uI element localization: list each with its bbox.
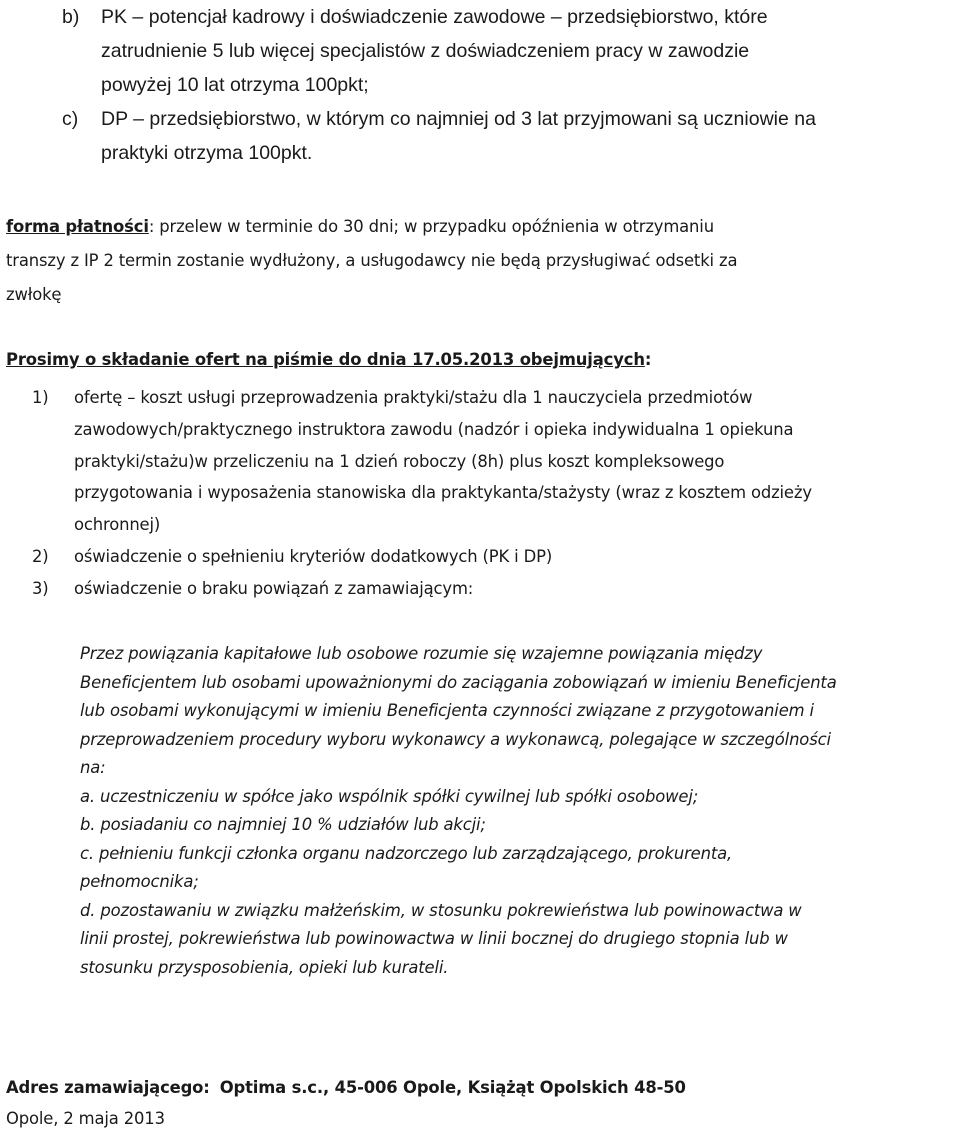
text-line: praktyki/stażu)w przeliczeniu na 1 dzień roboczy (8h) plus koszt kompleksowego — [74, 451, 725, 471]
text-line: pełnomocnika; — [80, 872, 199, 891]
request-item-1 — [32, 382, 957, 541]
text-line: d. pozostawaniu w związku małżeńskim, w stosunku pokrewieństwa lub powinowactwa w — [80, 900, 802, 920]
text-line: zawodowych/praktycznego instruktora zawodu (nadzór i opieka indywidualna 1 opiekuna — [74, 419, 794, 439]
relations-definition — [80, 640, 960, 982]
criteria-item-b — [62, 0, 952, 102]
payment-paragraph — [6, 210, 956, 312]
item-number: 1) — [32, 388, 49, 407]
text-line: powyżej 10 lat otrzyma 100pkt; — [101, 74, 369, 96]
text-line: c. pełnieniu funkcji członka organu nadzorczego lub zarządzającego, prokurenta, — [80, 843, 733, 863]
criteria-list — [62, 0, 952, 170]
criteria-item-c — [62, 102, 952, 170]
text-line: zwłokę — [6, 285, 62, 304]
payment-text: : przelew w terminie do 30 dni; w przypadku opóźnienia w otrzymaniu — [148, 217, 714, 236]
text-line: transzy z IP 2 termin zostanie wydłużony, a usługodawcy nie będą przysługiwać odsetki za — [6, 251, 738, 270]
address-label: Adres zamawiającego: — [6, 1078, 210, 1097]
text-line: na: — [80, 758, 106, 777]
request-colon: : — [644, 350, 652, 369]
text-line: Przez powiązania kapitałowe lub osobowe rozumie się wzajemne powiązania między — [80, 644, 763, 663]
request-item-2 — [32, 541, 957, 573]
payment-label: forma płatności — [6, 217, 149, 236]
text-line: a. uczestniczeniu w spółce jako wspólnik spółki cywilnej lub spółki osobowej; — [80, 786, 699, 806]
text-line: zatrudnienie 5 lub więcej specjalistów z doświadczeniem pracy w zawodzie — [101, 40, 750, 62]
buyer-address — [6, 1073, 956, 1103]
request-lead: Prosimy o składanie ofert na piśmie do dnia 17.05.2013 obejmujących — [6, 350, 645, 369]
text-line: przeprowadzeniem procedury wyboru wykonawcy a wykonawcą, polegające w szczególności — [80, 729, 831, 749]
item-number: 2) — [32, 546, 49, 566]
text-line: oświadczenie o spełnieniu kryteriów dodatkowych (PK i DP) — [74, 546, 553, 566]
text-line: b. posiadaniu co najmniej 10 % udziałów lub akcji; — [80, 815, 486, 834]
text-line: PK – potencjał kadrowy i doświadczenie zawodowe – przedsiębiorstwo, które — [101, 6, 768, 28]
text-line: stosunku przysposobienia, opieki lub kurateli. — [80, 957, 449, 977]
list-marker: c) — [62, 108, 79, 130]
text-line — [6, 210, 956, 244]
request-item-3 — [32, 573, 957, 605]
text-line: linii prostej, pokrewieństwa lub powinowactwa w linii bocznej do drugiego stopnia lub w — [80, 929, 788, 948]
request-heading — [6, 344, 956, 376]
text-line: przygotowania i wyposażenia stanowiska dla praktykanta/stażysty (wraz z kosztem odzieży — [74, 483, 812, 503]
document-date: Opole, 2 maja 2013 — [6, 1109, 165, 1128]
text-line: lub osobami wykonującymi w imieniu Beneficjenta czynności związane z przygotowaniem i — [80, 701, 814, 720]
text-line: ofertę – koszt usługi przeprowadzenia praktyki/stażu dla 1 nauczyciela przedmiotów — [74, 388, 753, 407]
text-line: Beneficjentem lub osobami upoważnionymi do zaciągania zobowiązań w imieniu Beneficjenta — [80, 672, 837, 692]
text-line: praktyki otrzyma 100pkt. — [101, 142, 313, 164]
text-line: oświadczenie o braku powiązań z zamawiającym: — [74, 578, 474, 598]
address-value: Optima s.c., 45-006 Opole, Książąt Opolskich 48-50 — [219, 1078, 686, 1097]
text-line: ochronnej) — [74, 515, 161, 535]
text-line: DP – przedsiębiorstwo, w którym co najmniej od 3 lat przyjmowani są uczniowie na — [101, 108, 816, 130]
item-number: 3) — [32, 578, 49, 598]
request-items-list — [32, 382, 957, 605]
list-marker: b) — [62, 6, 80, 28]
